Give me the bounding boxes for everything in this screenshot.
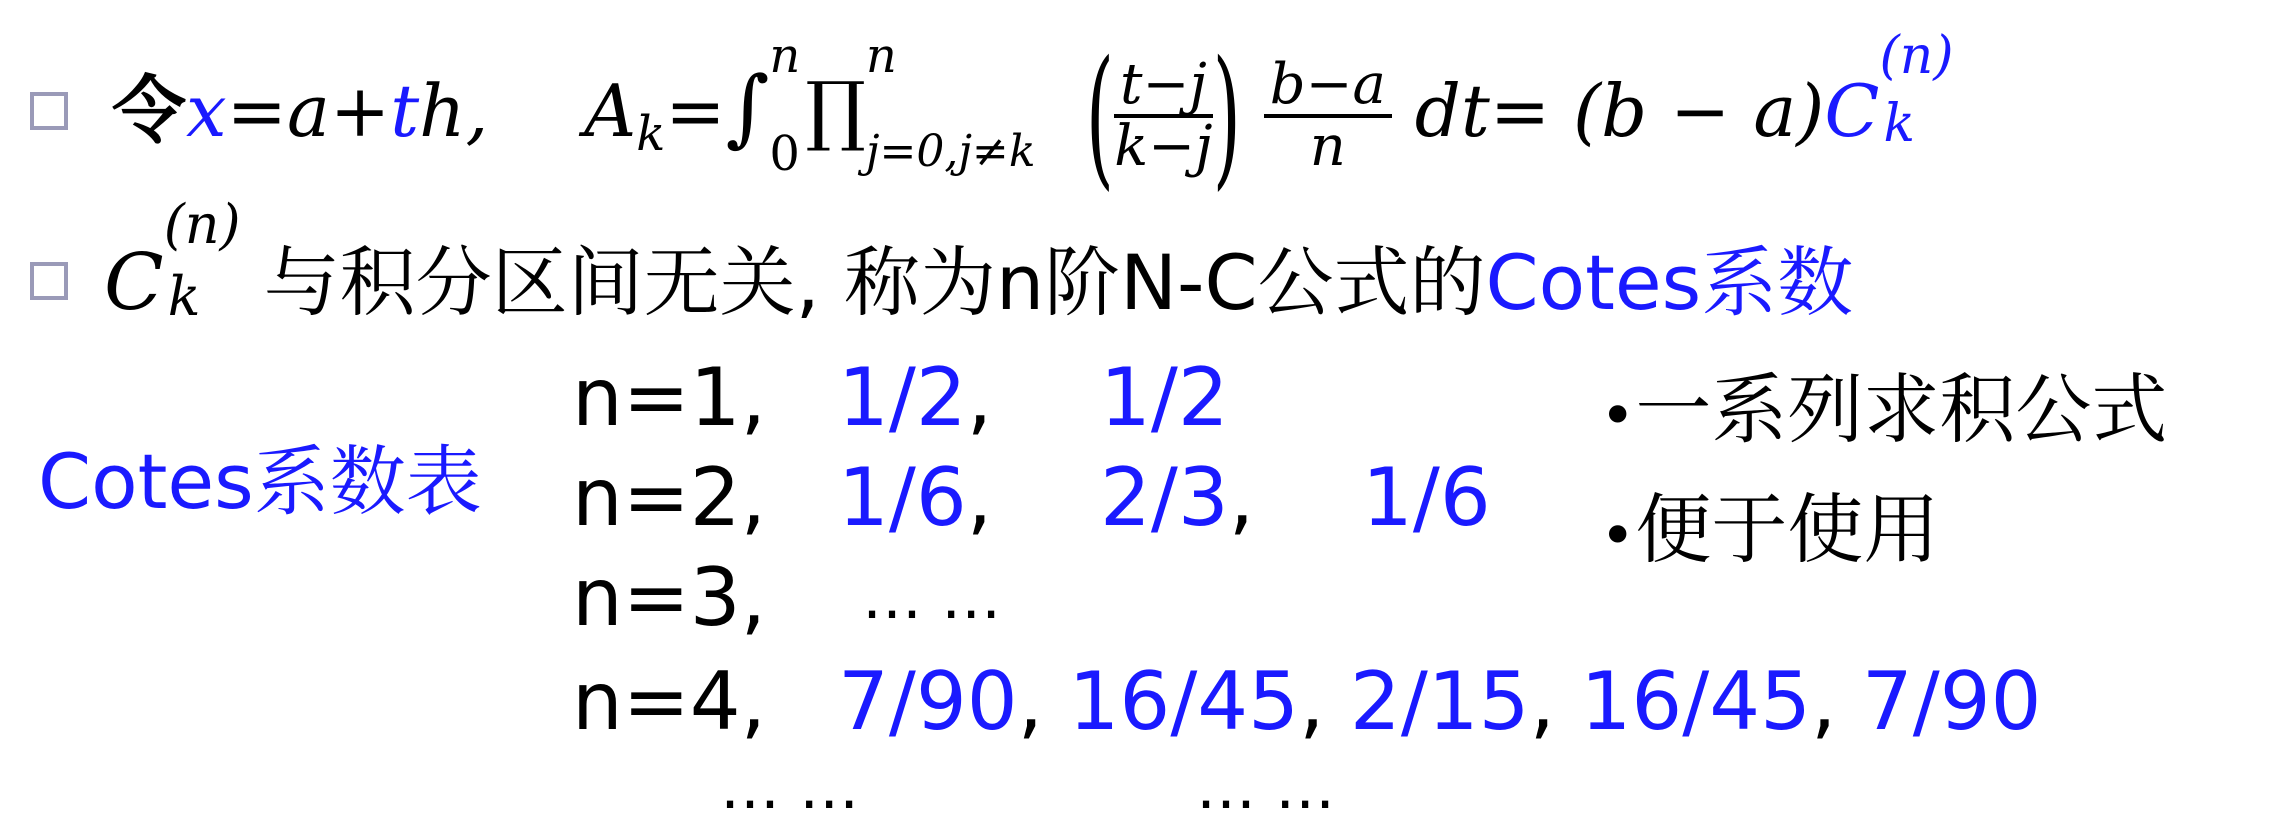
note-item: •一系列求积公式 (1600, 365, 2168, 454)
row-ellipsis: … … (862, 563, 1002, 633)
bullet-dot-icon: • (1600, 381, 1636, 451)
product-upper: n (865, 28, 897, 85)
table-row-values: 7/90, 16/45, 2/15, 16/45, 7/90 (838, 655, 2042, 748)
var-x: x (186, 69, 227, 153)
line-2 (104, 193, 1854, 338)
table-value: 2/3, (1100, 451, 1255, 544)
C-indices: (n) k (163, 193, 241, 328)
row-n: n=1, (572, 351, 767, 444)
A-subscript: k (636, 106, 666, 162)
product-lower: j=0,j≠k (865, 126, 1036, 178)
integral-sign: ∫ (725, 58, 770, 156)
var-t: t (390, 69, 420, 153)
bullet-square-icon (30, 92, 68, 130)
table-row (572, 548, 766, 648)
var-A: A (584, 69, 637, 153)
note-item: •便于使用 (1600, 485, 1940, 574)
row-n: n=3, (572, 551, 767, 644)
row-n: n=4, (572, 655, 767, 748)
table-value: 1/2 (1100, 351, 1229, 444)
table-value: 1/2, (838, 351, 993, 444)
eq-b-minus-a: = (b − a) (1489, 69, 1825, 153)
product-sign: ∏ (805, 65, 866, 154)
eq-sign: = (665, 69, 726, 153)
bullet-square-icon (30, 262, 68, 300)
bottom-ellipsis-1: … … (720, 753, 860, 823)
bottom-ellipsis-2: … … (1196, 753, 1336, 823)
table-row (572, 652, 766, 752)
eq-a-plus: =a+ (226, 69, 391, 153)
table-row (572, 448, 766, 548)
let-prefix: 令 (112, 68, 186, 154)
dt: dt (1414, 69, 1490, 153)
cotes-coefficient-highlight: Cotes系数 (1485, 238, 1854, 327)
formula-line-1 (112, 22, 1969, 205)
line-2-text: 与积分区间无关, 称为n阶N-C公式的 (263, 238, 1486, 327)
var-h: h, (419, 69, 489, 153)
cotes-table-label: Cotes系数表 (38, 437, 482, 526)
C-symbol: C (104, 238, 164, 328)
fraction-t-j-over-k-j: $\frac{t-j}{k-j}$ (1114, 51, 1213, 180)
table-row (572, 348, 766, 448)
integral-upper: n (769, 28, 801, 85)
bullet-dot-icon: • (1600, 501, 1636, 571)
paren-open: ( (1085, 28, 1114, 205)
table-value: 1/6 (1362, 451, 1491, 544)
fraction-b-a-over-n: $\frac{b-a}{n}$ (1264, 56, 1392, 178)
integral-lower: 0 (769, 126, 800, 183)
cotes-C: C (1824, 69, 1880, 153)
paren-close: ) (1212, 28, 1241, 205)
table-value: 1/6, (838, 451, 993, 544)
row-n: n=2, (572, 451, 767, 544)
cotes-C-indices: (n) k (1879, 26, 1954, 154)
